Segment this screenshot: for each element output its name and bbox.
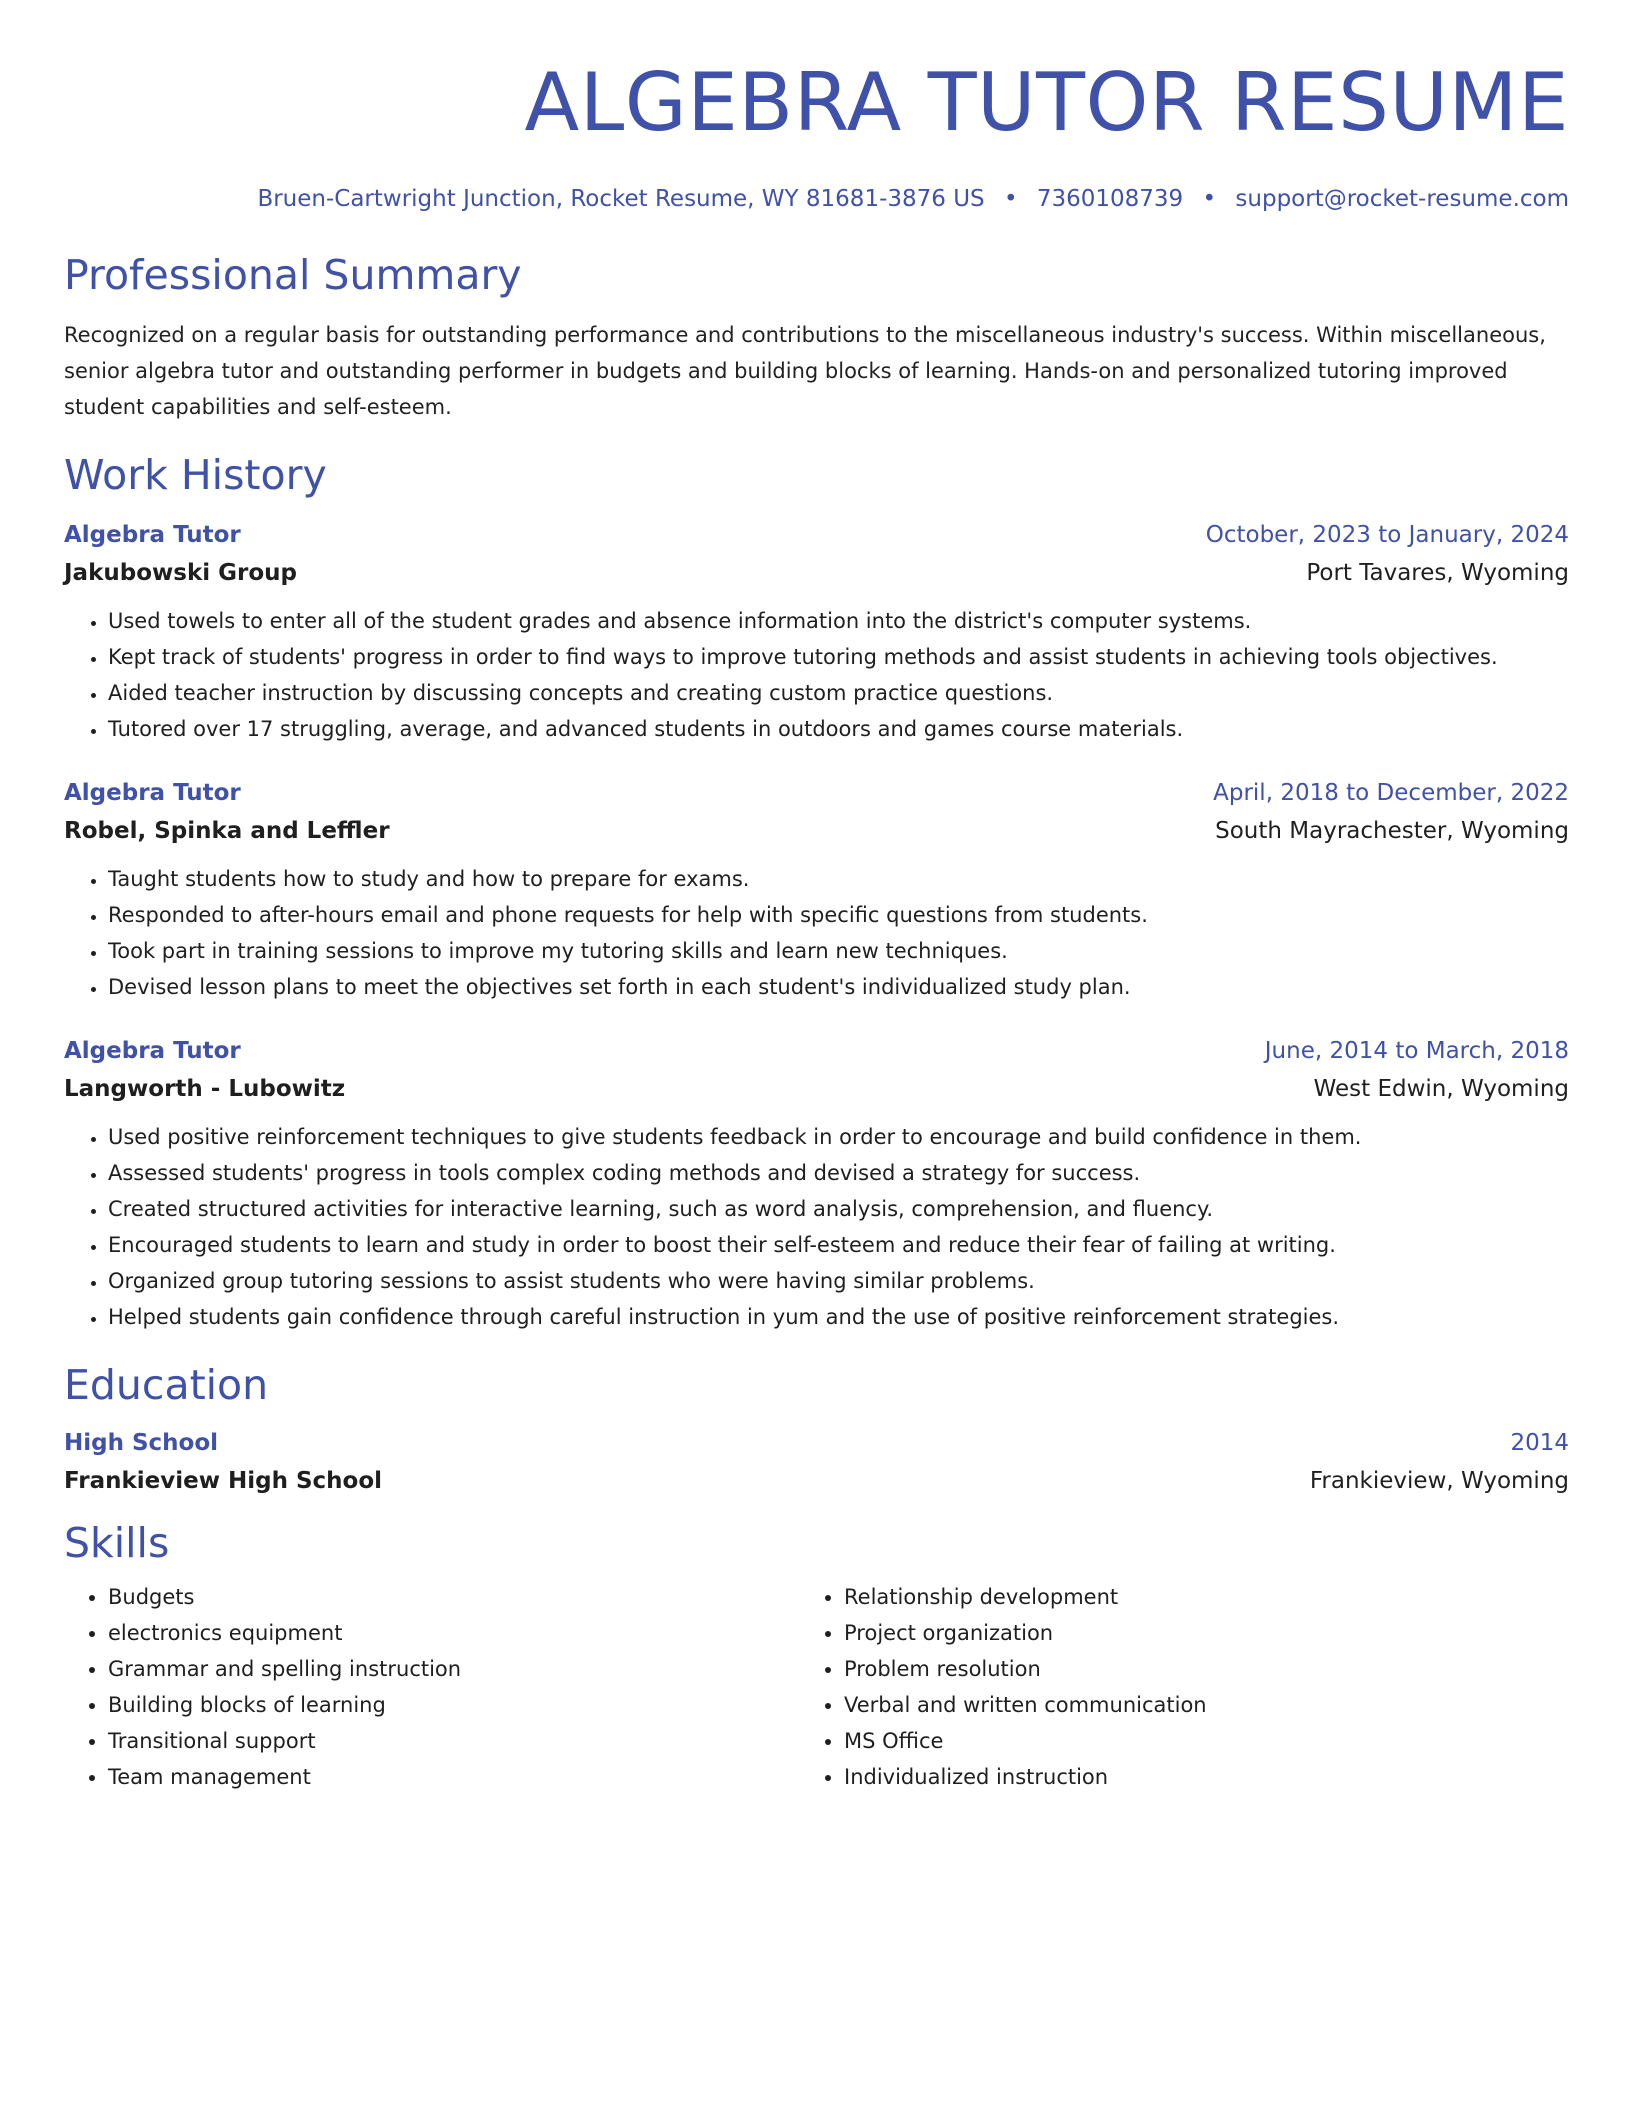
education-school: Frankieview High School [64,1468,383,1494]
job-duties-list [64,603,1569,747]
job-dates: October, 2023 to January, 2024 [1205,522,1569,548]
skill-item: • Verbal and written communication [844,1687,1536,1723]
contact-phone: 7360108739 [1036,186,1184,212]
job-duty: • Tutored over 17 struggling, average, and advanced students in outdoors and games course materials. [108,711,1569,747]
job-duty: • Kept track of students' progress in order to find ways to improve tutoring methods and assist students in achieving tools objectives. [108,639,1569,675]
job-duty: • Used positive reinforcement techniques to give students feedback in order to encourage and build confidence in them. [108,1119,1569,1155]
skills-columns [64,1579,1569,1795]
skill-item: • Problem resolution [844,1651,1536,1687]
job-company: Robel, Spinka and Leffler [64,818,390,844]
job-location: Port Tavares, Wyoming [1306,560,1569,586]
skill-item: • MS Office [844,1723,1536,1759]
job-entry [64,517,1569,747]
skill-item: • Building blocks of learning [108,1687,800,1723]
resume-title: ALGEBRA TUTOR RESUME [524,56,1569,149]
skill-item: • Individualized instruction [844,1759,1536,1795]
contact-line [64,183,1569,215]
education-header-row [64,1425,1569,1461]
skill-item: • Relationship development [844,1579,1536,1615]
job-title: Algebra Tutor [64,522,241,548]
contact-separator: • [1003,186,1018,212]
job-header-row [64,775,1569,811]
job-duty: • Encouraged students to learn and study in order to boost their self-esteem and reduce their fear of failing at writing. [108,1227,1569,1263]
skill-item: • Team management [108,1759,800,1795]
job-company: Langworth - Lubowitz [64,1076,346,1102]
job-duty: • Assessed students' progress in tools complex coding methods and devised a strategy for success. [108,1155,1569,1191]
skill-item: • Grammar and spelling instruction [108,1651,800,1687]
job-duty: • Devised lesson plans to meet the objectives set forth in each student's individualized study plan. [108,969,1569,1005]
job-duty: • Helped students gain confidence through careful instruction in yum and the use of positive reinforcement strategies. [108,1299,1569,1335]
job-header-row [64,1033,1569,1069]
job-duty: • Responded to after-hours email and phone requests for help with specific questions from students. [108,897,1569,933]
contact-address: Bruen-Cartwright Junction, Rocket Resume, WY 81681-3876 US [257,186,985,212]
job-duty: • Used towels to enter all of the student grades and absence information into the district's computer systems. [108,603,1569,639]
skill-item: • Project organization [844,1615,1536,1651]
education-school-row [64,1461,1569,1501]
job-company-row [64,811,1569,851]
education-degree: High School [64,1430,219,1456]
job-duty: • Created structured activities for interactive learning, such as word analysis, comprehension, and fluency. [108,1191,1569,1227]
skill-item: • Budgets [108,1579,800,1615]
job-title: Algebra Tutor [64,780,241,806]
skill-item: • Transitional support [108,1723,800,1759]
contact-separator: • [1202,186,1217,212]
job-entry [64,775,1569,1005]
work-history-heading: Work History [64,451,327,499]
job-title: Algebra Tutor [64,1038,241,1064]
job-company-row [64,1069,1569,1109]
job-entry [64,1033,1569,1335]
skills-list-left [64,1579,800,1795]
education-heading: Education [64,1361,269,1409]
education-entry [64,1425,1569,1501]
job-duty: • Taught students how to study and how to prepare for exams. [108,861,1569,897]
job-duty: • Aided teacher instruction by discussing concepts and creating custom practice questions. [108,675,1569,711]
job-company-row [64,553,1569,593]
job-duties-list [64,1119,1569,1335]
job-location: South Mayrachester, Wyoming [1215,818,1569,844]
job-dates: June, 2014 to March, 2018 [1264,1038,1569,1064]
skill-item: • electronics equipment [108,1615,800,1651]
job-company: Jakubowski Group [64,560,297,586]
job-dates: April, 2018 to December, 2022 [1213,780,1569,806]
contact-email: support@rocket-resume.com [1235,186,1569,212]
summary-heading: Professional Summary [64,251,522,299]
education-location: Frankieview, Wyoming [1309,1468,1569,1494]
job-duty: • Organized group tutoring sessions to assist students who were having similar problems. [108,1263,1569,1299]
job-location: West Edwin, Wyoming [1313,1076,1569,1102]
skills-heading: Skills [64,1519,170,1567]
summary-text: Recognized on a regular basis for outstanding performance and contributions to the miscellaneous industry's success. Within miscellaneous, senior algebra tutor and outstanding performer in budgets and building blocks of learning. Hands-on and personalized tutoring improved student capabilities and self-esteem. [64,323,1546,419]
education-year: 2014 [1510,1430,1569,1456]
job-duty: • Took part in training sessions to improve my tutoring skills and learn new techniques. [108,933,1569,969]
skills-list-right [800,1579,1536,1795]
job-header-row [64,517,1569,553]
job-duties-list [64,861,1569,1005]
